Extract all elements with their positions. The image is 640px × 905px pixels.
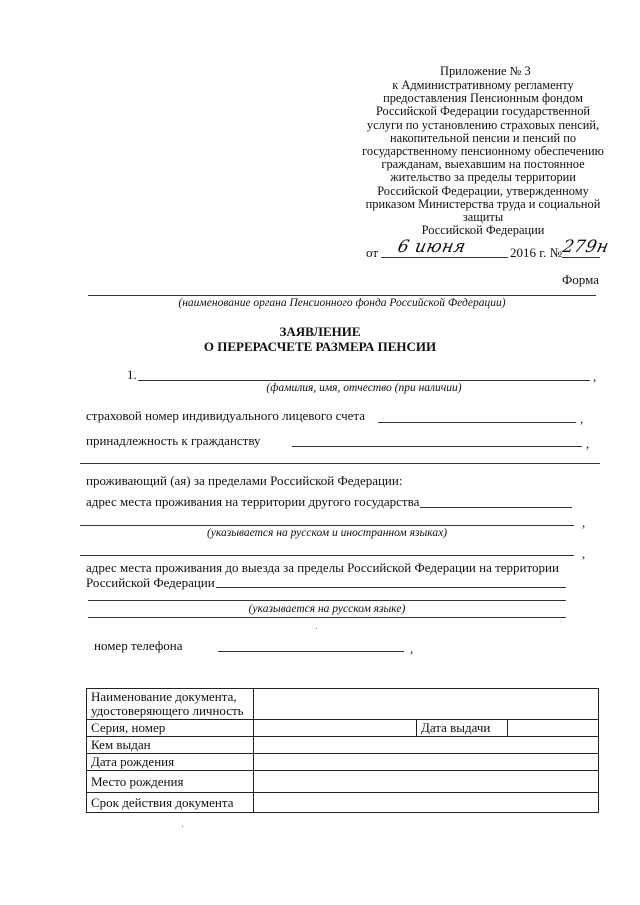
comma: , — [582, 546, 586, 561]
foreign-address-caption: (указывается на русском и иностранном языках) — [206, 527, 448, 539]
header-line: приказом Министерства труда и социальной — [365, 196, 601, 211]
comma: , — [580, 411, 584, 426]
phone-field[interactable] — [218, 651, 404, 652]
order-from-label: от — [366, 245, 379, 260]
foreign-address-label: адрес места проживания на территории другого государства — [86, 494, 420, 509]
comma: , — [586, 436, 590, 451]
issue-date-field[interactable] — [508, 720, 599, 737]
citizenship-label: принадлежность к гражданству — [86, 433, 261, 448]
fio-field[interactable] — [138, 380, 590, 381]
birth-place-field[interactable] — [254, 771, 599, 793]
validity-label: Срок действия документа — [87, 793, 254, 813]
foreign-address-field-2[interactable] — [80, 525, 574, 526]
header-line: жительство за пределы территории — [390, 170, 576, 185]
order-date-line — [381, 257, 508, 258]
order-number-line — [562, 257, 600, 258]
table-row — [87, 771, 599, 793]
item-number: 1. — [127, 367, 137, 382]
form-label: Форма — [562, 272, 599, 287]
table-row — [87, 754, 599, 771]
scan-speck — [182, 826, 183, 827]
validity-field[interactable] — [254, 793, 599, 813]
table-row — [87, 689, 599, 720]
scan-speck — [316, 628, 317, 629]
header-line: услуги по установлению страховых пенсий, — [366, 117, 600, 132]
organ-name-line[interactable] — [88, 295, 596, 296]
header-line: к Административному регламенту — [392, 78, 574, 92]
birth-date-field[interactable] — [254, 754, 599, 771]
appendix-number: Приложение № 3 — [440, 64, 531, 78]
header-line: Российской Федерации, утвержденному — [377, 183, 589, 198]
header-line: предоставления Пенсионным фондом — [383, 91, 583, 106]
foreign-address-field[interactable] — [420, 507, 572, 508]
prior-address-field-2[interactable] — [88, 600, 566, 601]
comma: , — [582, 515, 586, 530]
header-line: Российской Федерации — [421, 223, 545, 238]
issue-date-label: Дата выдачи — [417, 720, 508, 737]
header-line: гражданам, выехавшим на постоянное — [381, 157, 585, 172]
foreign-address-field-3[interactable] — [80, 555, 574, 556]
birth-place-label: Место рождения — [87, 771, 254, 793]
doc-name-field[interactable] — [254, 689, 599, 720]
prior-address-label: адрес места проживания до выезда за пределы Российской Федерации на территории — [86, 560, 559, 575]
citizenship-extra-line[interactable] — [80, 463, 600, 464]
header-line: накопительной пенсии и пенсий по — [389, 130, 577, 145]
order-date-handwritten: 6 июня — [395, 237, 468, 257]
series-number-field[interactable] — [254, 720, 417, 737]
table-row — [87, 793, 599, 813]
phone-label: номер телефона — [94, 638, 183, 653]
issued-by-label: Кем выдан — [87, 737, 254, 754]
fio-caption: (фамилия, имя, отчество (при наличии) — [266, 382, 462, 394]
order-number-handwritten: 279н — [560, 237, 611, 257]
snils-field[interactable] — [378, 422, 576, 423]
table-row — [87, 720, 599, 737]
identity-document-table — [86, 688, 599, 813]
comma: , — [593, 369, 597, 384]
table-row — [87, 737, 599, 754]
prior-address-field[interactable] — [216, 587, 566, 588]
snils-label: страховой номер индивидуального лицевого счета — [86, 408, 366, 423]
document-subtitle: О ПЕРЕРАСЧЕТЕ РАЗМЕРА ПЕНСИИ — [203, 339, 437, 354]
organ-caption: (наименование органа Пенсионного фонда Российской Федерации) — [178, 297, 506, 309]
prior-address-field-3[interactable] — [88, 617, 566, 618]
issued-by-field[interactable] — [254, 737, 599, 754]
prior-address-caption: (указывается на русском языке) — [248, 603, 406, 615]
comma: , — [410, 641, 414, 656]
doc-name-label: Наименование документа, удостоверяющего личность — [87, 689, 254, 720]
order-year-label: 2016 г. № — [510, 245, 563, 260]
birth-date-label: Дата рождения — [87, 754, 254, 771]
residing-label: проживающий (ая) за пределами Российской Федерации: — [86, 473, 403, 488]
document-title: ЗАЯВЛЕНИЕ — [279, 324, 361, 339]
regulation-header — [352, 79, 614, 237]
citizenship-field[interactable] — [292, 446, 582, 447]
series-number-label: Серия, номер — [87, 720, 254, 737]
prior-address-label-2: Российской Федерации — [86, 575, 215, 590]
header-line: государственному пенсионному обеспечению — [362, 144, 604, 159]
header-line: Российской Федерации государственной — [375, 104, 591, 119]
header-line: защиты — [462, 210, 504, 225]
